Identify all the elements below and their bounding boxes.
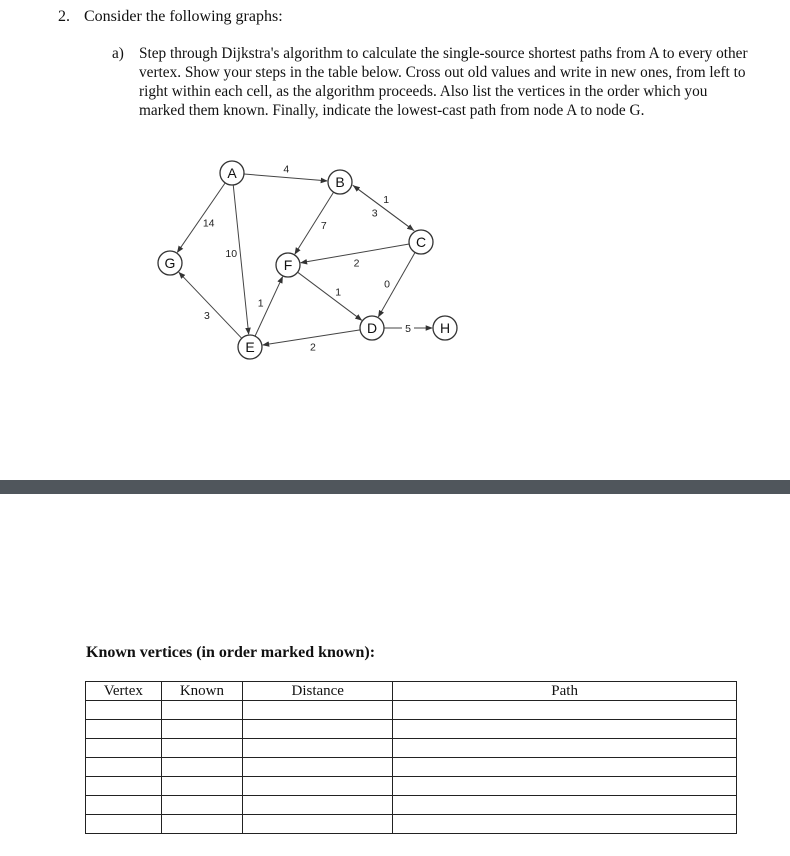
node-f	[276, 253, 300, 277]
node-b	[328, 170, 352, 194]
graph-edges	[177, 163, 432, 353]
edge-weight-label: 3	[204, 309, 210, 322]
edge-c-d	[378, 252, 415, 316]
edge-a-g	[177, 183, 225, 252]
edge-weight-label: 0	[384, 278, 391, 291]
table-cell[interactable]	[86, 701, 162, 720]
edge-weight-label: 5	[405, 323, 411, 335]
table-cell[interactable]	[86, 777, 162, 796]
node-h	[433, 316, 457, 340]
table-cell[interactable]	[161, 758, 243, 777]
edge-weight-label: 7	[320, 219, 327, 232]
table-cell[interactable]	[243, 796, 393, 815]
question-prompt: Consider the following graphs:	[84, 8, 283, 25]
node-label: H	[439, 320, 451, 336]
node-label: D	[366, 320, 378, 336]
edge-line	[179, 272, 242, 338]
table-cell[interactable]	[161, 739, 243, 758]
edge-line	[177, 183, 225, 252]
table-cell[interactable]	[86, 739, 162, 758]
table-cell[interactable]	[243, 720, 393, 739]
node-a	[220, 161, 244, 185]
table-cell[interactable]	[161, 777, 243, 796]
table-cell[interactable]	[161, 815, 243, 834]
table-row	[86, 796, 737, 815]
table-cell[interactable]	[393, 739, 737, 758]
page-divider	[0, 480, 790, 494]
known-vertices-label: Known vertices (in order marked known):	[86, 644, 376, 661]
node-label: G	[164, 255, 176, 271]
table-cell[interactable]	[243, 815, 393, 834]
node-c	[409, 230, 433, 254]
edge-a-b	[244, 163, 327, 180]
edge-weight-label: 3	[371, 207, 378, 220]
table-cell[interactable]	[86, 796, 162, 815]
edge-weight-label: 10	[225, 247, 238, 260]
header-vertex: Vertex	[86, 682, 162, 701]
node-label: F	[283, 257, 293, 273]
edge-line	[353, 186, 414, 231]
edge-weight-label: 1	[335, 286, 342, 299]
part-a-text: Step through Dijkstra's algorithm to calculate the single-source shortest paths from A to every other vertex. Show your steps in the table below. Cross out old values and write in new ones, from left to right within each cell, as the algorithm proceeds. Also list the vertices in the order which you marked them known. Finally, indicate the lowest-cast path from node A to node G.	[139, 45, 748, 119]
edge-weight-label: 2	[353, 257, 360, 270]
table-cell[interactable]	[393, 701, 737, 720]
edge-e-g	[179, 272, 242, 338]
table-cell[interactable]	[86, 758, 162, 777]
table-row	[86, 701, 737, 720]
edge-c-f	[301, 244, 409, 269]
node-g	[158, 251, 182, 275]
table-cell[interactable]	[393, 815, 737, 834]
edge-d-h	[384, 321, 432, 335]
node-label: C	[415, 234, 427, 250]
edge-weight-label: 14	[202, 217, 215, 230]
table-body	[86, 701, 737, 834]
header-known: Known	[161, 682, 243, 701]
edge-line	[295, 192, 334, 254]
edge-weight-label: 1	[383, 193, 390, 206]
header-path: Path	[393, 682, 737, 701]
question-number: 2.	[58, 8, 70, 25]
table-cell[interactable]	[393, 777, 737, 796]
table-cell[interactable]	[161, 701, 243, 720]
table-cell[interactable]	[243, 777, 393, 796]
node-d	[360, 316, 384, 340]
edge-e-f	[255, 277, 282, 336]
edge-line	[298, 272, 362, 320]
edge-d-e	[263, 330, 360, 353]
node-label: B	[335, 174, 345, 190]
table-cell[interactable]	[393, 796, 737, 815]
edge-weight-label: 2	[309, 341, 316, 354]
table-row	[86, 720, 737, 739]
node-label: E	[245, 339, 255, 355]
table-cell[interactable]	[243, 701, 393, 720]
table-row	[86, 739, 737, 758]
node-e	[238, 335, 262, 359]
edge-a-e	[225, 185, 248, 334]
table-row	[86, 815, 737, 834]
question-line	[58, 8, 283, 26]
table-header-row	[86, 682, 737, 701]
table-cell[interactable]	[393, 758, 737, 777]
table-row	[86, 777, 737, 796]
table-cell[interactable]	[243, 758, 393, 777]
table-cell[interactable]	[243, 739, 393, 758]
table-row	[86, 758, 737, 777]
table-cell[interactable]	[86, 815, 162, 834]
table-cell[interactable]	[86, 720, 162, 739]
graph-diagram	[140, 155, 480, 370]
edge-weight-label: 4	[283, 163, 290, 176]
edge-b-f	[295, 192, 334, 254]
edge-weight-label: 1	[257, 297, 264, 310]
part-a-label: a)	[112, 45, 124, 62]
dijkstra-table	[85, 681, 737, 834]
table-cell[interactable]	[161, 796, 243, 815]
header-distance: Distance	[243, 682, 393, 701]
node-label: A	[227, 165, 237, 181]
graph-svg	[140, 155, 480, 370]
table-cell[interactable]	[393, 720, 737, 739]
edge-c-b	[353, 186, 414, 231]
table-cell[interactable]	[161, 720, 243, 739]
edge-f-d	[298, 272, 362, 320]
